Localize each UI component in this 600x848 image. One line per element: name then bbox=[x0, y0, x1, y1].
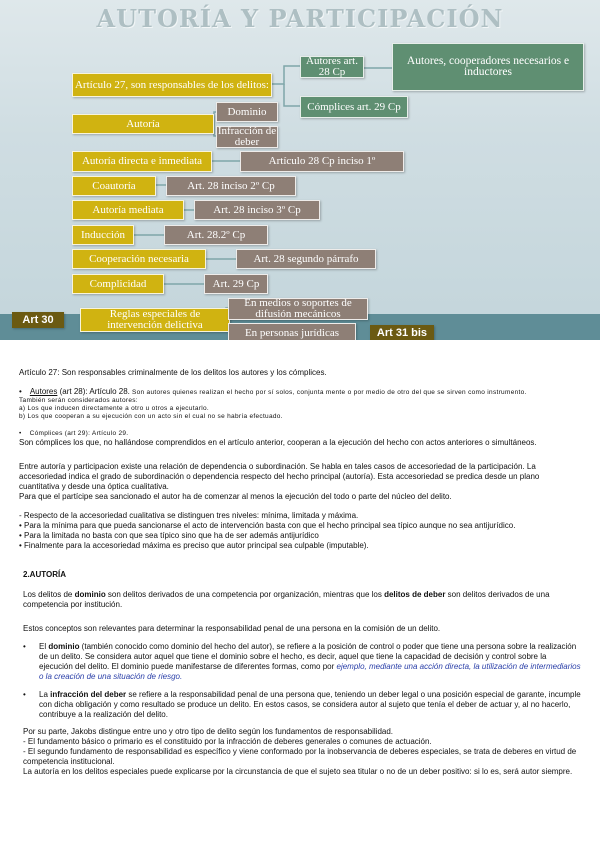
paragraph-art27: Artículo 27: Son responsables criminalmente de los delitos los autores y los cómplices. bbox=[19, 368, 327, 377]
paragraph-accesoriedad-3: cuantitativa y desde una óptica cualitativa. bbox=[19, 482, 169, 491]
autores-a: a) Los que inducen directamente a otro u otros a ejecutarlo. bbox=[19, 405, 209, 412]
bullet-dominio bbox=[19, 642, 581, 682]
paragraph-accesoriedad-2: accesoriedad indica el grado de subordinación o dependencia respecto del hecho principal (autoría). Esta accesoriedad se predica desde un plano bbox=[19, 472, 540, 481]
paragraph-accesoriedad-4: Para que el partícipe sea sancionado el autor ha de comenzar al menos la ejecución del todo o parte del núcleo del delito. bbox=[19, 492, 452, 501]
art27-box: Artículo 27, son responsables de los delitos: bbox=[72, 73, 272, 97]
autoria-directa-box: Autoría directa e inmediata bbox=[72, 151, 212, 172]
bullet-complices: • Cómplices (art 29): Artículo 29. bbox=[19, 430, 129, 437]
paragraph-autoria-especiales: La autoría en los delitos especiales puede explicarse por la circunstancia de que el sujeto sea titular o no de un deber positivo: si lo es, será autor siempre. bbox=[23, 767, 573, 776]
paragraph-dominio-deber bbox=[19, 590, 581, 610]
paragraph-complices: Son cómplices los que, no hallándose comprendidos en el artículo anterior, cooperan a la ejecución del hecho con actos anteriores o simultáneos. bbox=[19, 438, 537, 447]
infraccion-text bbox=[37, 690, 581, 720]
art31bis-label: Art 31 bis bbox=[370, 325, 434, 340]
section-heading: 2.AUTORÍA bbox=[23, 570, 66, 579]
list-item: • Para la limitada no basta con que sea típico sino que ha de ser además antijurídico bbox=[19, 531, 319, 540]
dominio-example: ejemplo, mediante una acción directa, la utilización de intermediarios o la creación de una situación de riesgo. bbox=[39, 662, 581, 681]
dominio-text bbox=[37, 642, 581, 682]
text-span: El bbox=[39, 642, 49, 651]
paragraph-fundamento-1: - El fundamento básico o primario es el constituido por la infracción de deberes generales o comunes de actuación. bbox=[23, 737, 432, 746]
induccion-box: Inducción bbox=[72, 225, 134, 245]
body-text-section1 bbox=[19, 368, 581, 551]
art28-inciso1-box: Artículo 28 Cp inciso 1º bbox=[240, 151, 404, 172]
paragraph-conceptos: Estos conceptos son relevantes para determinar la responsabilidad penal de una persona en la comisión de un delito. bbox=[23, 624, 441, 633]
dominio-bold: dominio bbox=[74, 590, 106, 599]
text-span: Los delitos de bbox=[23, 590, 75, 599]
infraccion-deber-box: Infracción de deber bbox=[217, 125, 277, 148]
autores-ref: (art 28): Artículo 28. bbox=[57, 387, 130, 396]
bullet-dot: • bbox=[23, 642, 26, 651]
complices-art29-box: Cómplices art. 29 Cp bbox=[300, 96, 408, 118]
personas-juridicas-box: En personas jurídicas bbox=[228, 323, 356, 340]
list-item: • Para la mínima para que pueda sancionarse el acto de intervención basta con que el hecho principal sea típico aunque no sea antijurídico. bbox=[19, 521, 516, 530]
autores-definition: Son autores quienes realizan el hecho por sí solos, conjunta mente o por medio de otro del que se sirven como instrumento. bbox=[129, 389, 527, 396]
text-span: La bbox=[39, 690, 51, 699]
infraccion-bold: infracción del deber bbox=[50, 690, 127, 699]
dominio-box: Dominio bbox=[216, 102, 278, 122]
delitos-deber-bold: delitos de deber bbox=[384, 590, 446, 599]
text-span: son delitos derivados de una competencia por organización, mientras que los bbox=[105, 590, 385, 599]
autores-cooperadores-box: Autores, cooperadores necesarios e inductores bbox=[392, 43, 584, 91]
text-span: se refiere a la responsabilidad penal de una persona que, teniendo un deber legal o una posición especial de garante, incumple con dicha obligación y como resultado se produce un delito. En estos casos, se considera autor al sujeto que tenía el deber de actuar y, al no hacerlo, contribuye a la realización del delito. bbox=[39, 690, 581, 719]
list-item: - Respecto de la accesoriedad cualitativa se distinguen tres niveles: mínima, limitada y máxima. bbox=[19, 511, 359, 520]
bullet-dot: • bbox=[23, 690, 26, 699]
reglas-especiales-box: Reglas especiales de intervención delictiva bbox=[80, 308, 230, 332]
cooperacion-necesaria-box: Cooperación necesaria bbox=[72, 249, 206, 269]
list-item: • Finalmente para la accesoriedad máxima es preciso que autor principal sea culpable (imputable). bbox=[19, 541, 369, 550]
autores-label: Autores bbox=[29, 387, 58, 396]
text-span: son delitos derivados de una competencia por institución. bbox=[23, 590, 550, 609]
autoria-mediata-box: Autoría mediata bbox=[72, 200, 184, 220]
art28-inciso2-box: Art. 28 inciso 2º Cp bbox=[166, 176, 296, 196]
art28-segundo-parrafo-box: Art. 28 segundo párrafo bbox=[236, 249, 376, 269]
bullet-infraccion bbox=[19, 690, 581, 720]
tambien-autores: También serán considerados autores: bbox=[19, 397, 138, 404]
coautoria-box: Coautoría bbox=[72, 176, 156, 196]
medios-difusion-box: En medios o soportes de difusión mecánicos bbox=[228, 298, 368, 320]
dominio-bold: dominio bbox=[48, 642, 80, 651]
autoria-box: Autoría bbox=[72, 114, 214, 134]
art29-box: Art. 29 Cp bbox=[204, 274, 268, 294]
art28-2-box: Art. 28.2º Cp bbox=[164, 225, 268, 245]
complices-ref: Cómplices (art 29): Artículo 29. bbox=[29, 430, 129, 437]
autores-b: b) Los que cooperan a su ejecución con un acto sin el cual no se habría efectuado. bbox=[19, 413, 283, 420]
body-text-section2 bbox=[19, 570, 581, 777]
diagram-title: AUTORÍA Y PARTICIPACIÓN bbox=[96, 4, 504, 33]
paragraph-fundamento-2: - El segundo fundamento de responsabilidad es específico y viene conformado por la inobservancia de deberes especiales, se trata de deberes en virtud de competencia institucional. bbox=[23, 747, 577, 766]
bullet-autores: • Autores (art 28): Artículo 28. Son autores quienes realizan el hecho por sí solos, conjunta mente o por medio de otro del que se sirven como instrumento. bbox=[19, 387, 527, 396]
paragraph-accesoriedad-1: Entre autoría y participacion existe una relación de dependencia o subordinación. Se habla en tales casos de accesoriedad de la participación. La bbox=[19, 462, 536, 471]
text-span: (también conocido como dominio del hecho del autor), se refiere a la posición de control o poder que tiene una persona sobre la realización de un delito. Se considera autor aquel que tiene el dominio sobre el hecho, es decir, aquel que tiene la capacidad de decisión y control sobre la ejecución del delito. El dominio puede manifestarse de diferentes formas, como por bbox=[39, 642, 577, 671]
paragraph-jakobs: Por su parte, Jakobs distingue entre uno y otro tipo de delito según los fundamentos de responsabilidad. bbox=[23, 727, 394, 736]
complicidad-box: Complicidad bbox=[72, 274, 164, 294]
autores-art28-box: Autores art. 28 Cp bbox=[300, 56, 364, 78]
art30-label: Art 30 bbox=[12, 312, 64, 328]
art28-inciso3-box: Art. 28 inciso 3º Cp bbox=[194, 200, 320, 220]
diagram bbox=[0, 0, 600, 340]
